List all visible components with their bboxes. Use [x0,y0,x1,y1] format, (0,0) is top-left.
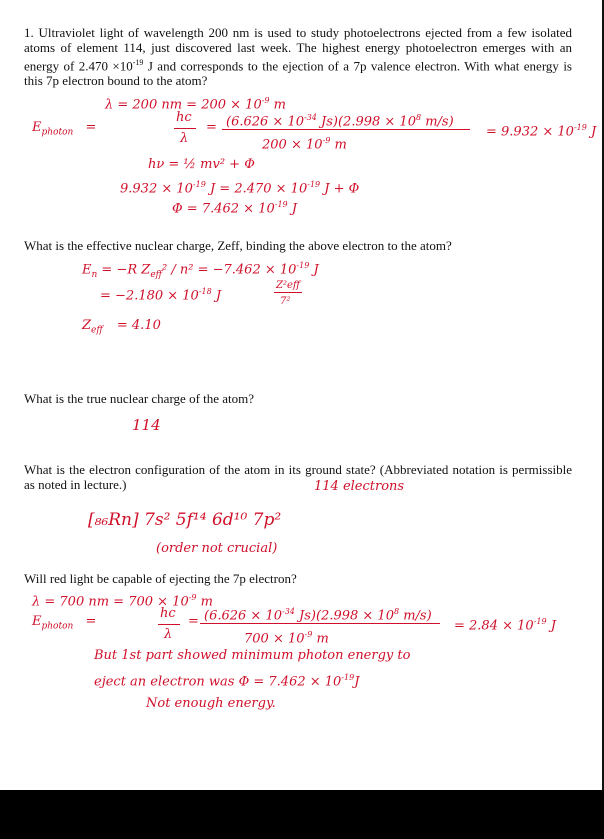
hw1-fraction-bar-2 [222,129,470,130]
question-1-exponent: -19 [132,58,144,67]
hw1-substitution: $9.932 \times 10^{-19}$ $J = 2.470 \times 10^{-19}$ J + Φ [120,180,360,197]
hw5-hc: hc [160,606,176,621]
question-4: What is the electron configuration of the atom in its ground state? (Abbreviated notation is permissible as noted in lecture.) [24,462,572,492]
hw5-conclusion: Not enough energy. [146,696,276,711]
hw2-line2: = $-2.180 \times 10^{-18}$ J [100,287,222,304]
hw1-ephoton-label: $E_{photon}$ = [32,120,97,138]
hw2-energy-line: $E_n = -R$ $Z_{eff}^2 / n^2 = -7.462 \times 10^{-19}$ J [82,261,319,280]
hw4-configuration: [₈₆Rn] 7s² 5f¹⁴ 6d¹⁰ 7p² [88,510,282,530]
hw1-numerator: ($6.626 \times 10^{-34}$ $Js)(2.998 \times 10^8$ m/s) [226,113,454,130]
hw4-electrons: 114 electrons [314,479,405,494]
hw2-zfrac-den: 7² [280,296,291,307]
question-1-text-b: J and corresponds to the ejection of a 7p valence electron. With what energy is this 7p electron bound to the atom? [24,58,572,89]
hw5-fraction-bar-2 [200,623,440,624]
hw1-result: = $9.932 \times 10^{-19}$ J [486,123,597,140]
hw2-zfrac-num: Z²eff [276,280,300,291]
hw2-fraction-bar [274,292,302,293]
hw4-note: (order not crucial) [156,541,278,556]
hw5-but-line-1: But 1st part showed minimum photon energy to [94,648,411,663]
question-3: What is the true nuclear charge of the atom? [24,391,255,406]
hw5-lambda-line: λ = 700 nm = $700 \times 10^{-9}$ m [32,593,213,610]
hw3-answer: 114 [132,416,161,434]
hw5-but-line-2: eject an electron was $\Phi = 7.462 \times 10^{-19}J$ [94,673,360,690]
hw5-denominator: $700 \times 10^{-9}$ m [244,630,329,647]
hw1-denominator: $200 \times 10^{-9}$ m [262,136,347,153]
scan-bottom-edge [0,790,604,839]
hw5-lambda-den: λ [164,627,173,642]
question-2: What is the effective nuclear charge, Zeff, binding the above electron to the atom? [24,238,452,253]
question-number: 1. [24,25,34,40]
hw1-lambda-den: λ [180,131,189,146]
hw5-result: = $2.84 \times 10^{-19}$ J [454,617,556,634]
hw1-hc: hc [176,110,192,125]
hw5-eq2: = [188,614,199,629]
hw1-phi-result: $\Phi = 7.462 \times 10^{-19}$ J [172,200,297,217]
question-1 [24,25,572,88]
hw1-fraction-bar-1 [174,128,196,129]
hw5-fraction-bar-1 [158,624,180,625]
question-1-text-a: Ultraviolet light of wavelength 200 nm is used to study photoelectrons ejected from a few isolated atoms of element 114, just discovered last week. The highest energy photoelectron emerges with an energy of 2.470 ×10 [24,25,572,74]
hw5-numerator: ($6.626 \times 10^{-34}$ $Js)(2.998 \times 10^8$ m/s) [204,607,432,624]
hw1-energy-equation: hν = ½ mv² + Φ [148,157,255,172]
hw5-ephoton-label: $E_{photon}$ = [32,614,97,632]
hw2-zeff-result: $Z_{eff} = 4.10$ [82,318,161,336]
hw1-lambda-line: λ = 200 nm = $200 \times 10^{-9}$ m [105,96,286,113]
hw1-eq2: = [206,120,217,135]
question-5: Will red light be capable of ejecting the 7p electron? [24,571,297,586]
